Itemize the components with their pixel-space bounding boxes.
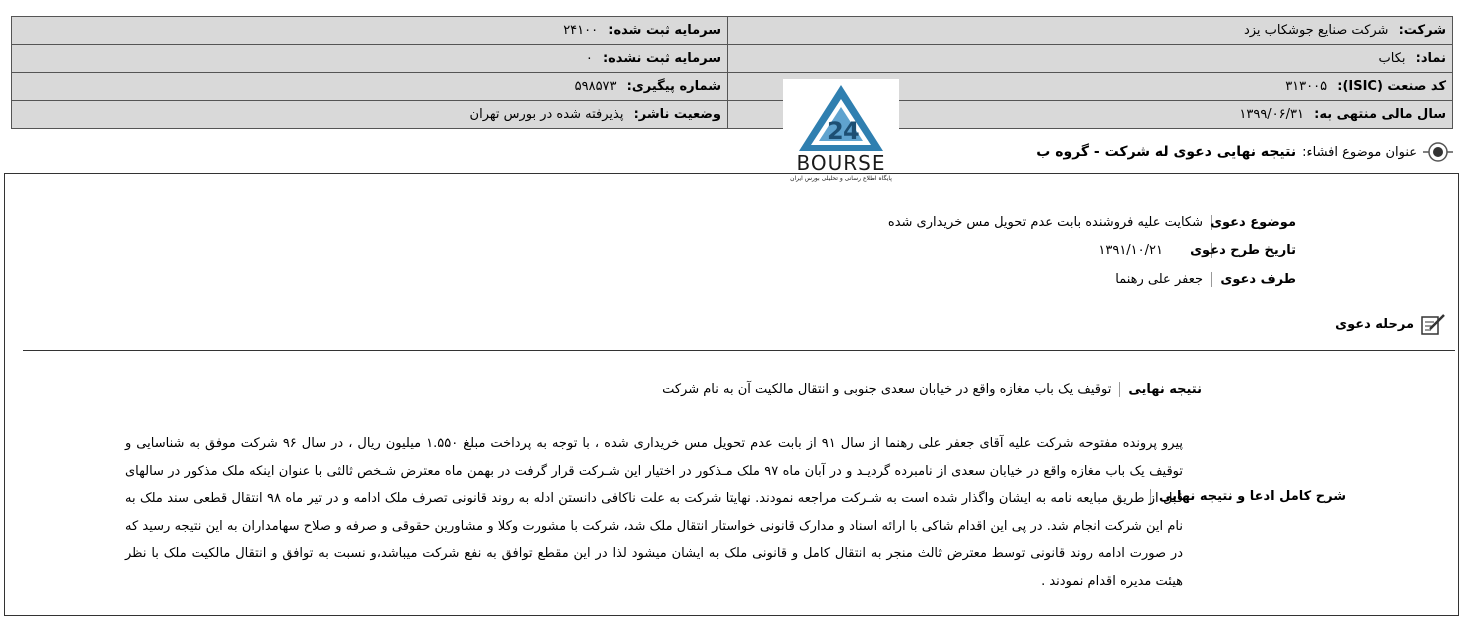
symbol-label: نماد:: [1415, 51, 1446, 66]
fiscal-value: ۱۳۹۹/۰۶/۳۱: [1239, 107, 1304, 122]
symbol-cell: [728, 45, 1453, 73]
claim-subject-label: موضوع دعوی: [1210, 215, 1296, 230]
reg-capital-label: سرمایه ثبت شده:: [608, 23, 721, 38]
symbol-value: بکاب: [1378, 51, 1406, 66]
description-text: پیرو پرونده مفتوحه شرکت علیه آقای جعفر علی رهنما از سال ۹۱ از بابت عدم تحویل مس خریداری شده ، با توجه به پرداخت مبلغ ۱.۵۵۰ میلیون ریال ، در سال ۹۶ شرکت موفق به شناسایی و توقیف یک باب مغازه واقع در خیابان سعدی از نامبرده گردیـد و در آبان ماه ۹۷ ملک مـذکور در اختیار این شـرکت قرار گرفت در بهمن ماه معترض شـخص ثالثی با عنوان اینکه ملک مذکور در سالهای قبل از طریق مبایعه نامه به ایشان واگذار شده است به شـرکت مراجعه نمودند. نهایتا شرکت به علت ناکافی دانستن ادله به روند قانونی تصرف ملک ادامه و در تیر ماه ۹۸ انتقال قطعی سند ملک به نام این شرکت انجام شد. در پی این اقدام شاکی با ارائه اسناد و مدارک قانونی خواستار انتقال ملک شد، شرکت با مشورت وکلا و مشاورین حقوقی و صرفه و صلاح سهامداران به این نتیجه رسید که در صورت ادامه روند قانونی توسط معترض ثالث منجر به انتقال کامل و قانونی ملک به ایشان میشود لذا در این مقطع توافق به نفع شرکت میباشد،و نسبت به توافق و انتقال مالکیت ملک با نظر هیئت مدیره اقدام نمودند .: [125, 436, 1184, 589]
section-divider: [23, 350, 1455, 351]
claim-date-value: ۱۳۹۱/۱۰/۲۱: [1098, 243, 1163, 258]
final-result-label: نتیجه نهایی: [1119, 382, 1202, 397]
publisher-status-label: وضعیت ناشر:: [633, 107, 721, 122]
claim-date-row: [1098, 243, 1296, 258]
stage-heading: [1335, 312, 1446, 336]
claim-party-label: طرف دعوی: [1211, 272, 1296, 287]
final-result-row: [662, 382, 1202, 397]
company-label: شرکت:: [1398, 23, 1446, 38]
edit-note-icon: [1420, 312, 1446, 336]
claim-subject-row: [888, 215, 1296, 230]
description-label: شرح کامل ادعا و نتیجه نهایی: [1150, 489, 1346, 504]
svg-text:4: 4: [843, 117, 860, 145]
unreg-capital-cell: [12, 45, 728, 73]
company-cell: [728, 17, 1453, 45]
reg-capital-value: ۲۴۱۰۰: [563, 23, 599, 38]
claim-party-value: جعفر علی رهنما: [1115, 272, 1203, 287]
subject-label: عنوان موضوع افشاء:: [1302, 144, 1417, 160]
svg-text:2: 2: [827, 117, 844, 145]
target-bullet-icon: [1423, 141, 1453, 163]
tracking-cell: [12, 73, 728, 101]
stage-label: مرحله دعوی: [1335, 316, 1414, 332]
tracking-label: شماره پیگیری:: [626, 79, 721, 94]
claim-subject-value: شکایت علیه فروشنده بابت عدم تحویل مس خریداری شده: [887, 215, 1203, 230]
disclosure-body: [4, 173, 1459, 616]
reg-capital-cell: [12, 17, 728, 45]
publisher-status-cell: [12, 101, 728, 129]
unreg-capital-label: سرمایه ثبت نشده:: [602, 51, 721, 66]
bourse-brand-text: BOURSE: [796, 151, 886, 175]
claim-date-label: تاریخ طرح دعوی: [1190, 243, 1296, 258]
company-info-table: [11, 16, 1453, 129]
fiscal-label: سال مالی منتهی به:: [1314, 107, 1446, 122]
claim-party-row: [1115, 272, 1296, 287]
bourse-subtitle: پایگاه اطلاع رسانی و تحلیلی بورس ایران: [790, 175, 892, 182]
isic-value: ۳۱۳۰۰۵: [1285, 79, 1328, 94]
company-value: شرکت صنایع جوشکاب یزد: [1243, 23, 1389, 38]
bourse-triangle-icon: [783, 79, 899, 155]
final-result-value: توقیف یک باب مغازه واقع در خیابان سعدی جنوبی و انتقال مالکیت آن به نام شرکت: [662, 382, 1112, 397]
bourse-logo: [783, 79, 899, 185]
publisher-status-value: پذیرفته شده در بورس تهران: [469, 107, 624, 122]
unreg-capital-value: ۰: [585, 51, 593, 66]
subject-line: [1036, 141, 1453, 163]
subject-title: نتیجه نهایی دعوی له شرکت - گروه ب: [1036, 144, 1297, 160]
isic-label: کد صنعت (ISIC):: [1337, 79, 1446, 94]
tracking-value: ۵۹۸۵۷۳: [574, 79, 617, 94]
